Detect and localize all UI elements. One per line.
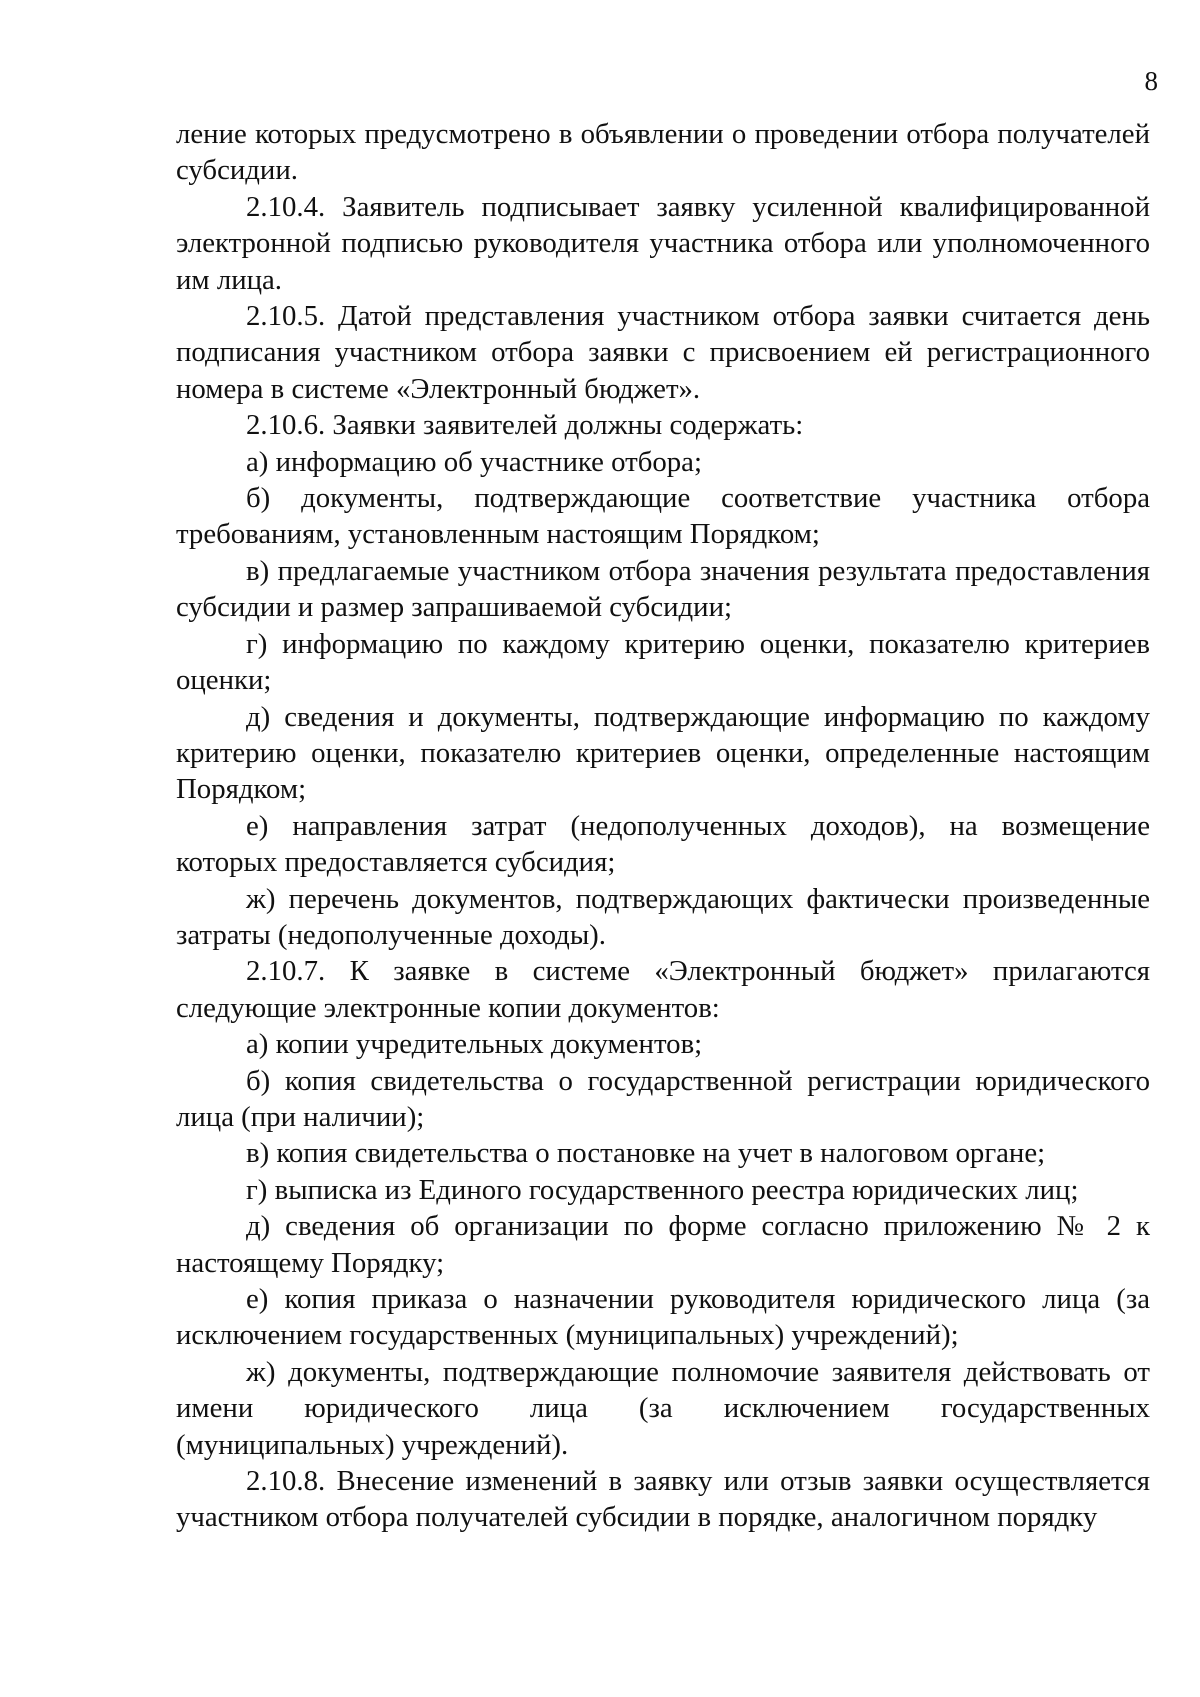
list-item: е) копия приказа о назначении руководителя юридического лица (за исключением государственных (муниципальных) учреждений); — [176, 1283, 1150, 1352]
paragraph: ление которых предусмотрено в объявлении о проведении отбора получателей субсидии. — [176, 118, 1150, 187]
list-item: в) копия свидетельства о постановке на учет в налоговом органе; — [246, 1137, 1046, 1170]
paragraph: 2.10.7. К заявке в системе «Электронный бюджет» прилагаются следующие электронные копии документов: — [176, 955, 1150, 1024]
document-body — [176, 116, 1150, 1536]
list-item: д) сведения и документы, подтверждающие информацию по каждому критерию оценки, показателю критериев оценки, определенные настоящим Порядком; — [176, 700, 1150, 806]
paragraph: 2.10.6. Заявки заявителей должны содержать: — [246, 409, 804, 442]
paragraph: 2.10.8. Внесение изменений в заявку или отзыв заявки осуществляется участником отбора получателей субсидии в порядке, аналогичном порядку — [176, 1465, 1150, 1534]
paragraph: 2.10.4. Заявитель подписывает заявку усиленной квалифицированной электронной подписью руководителя участника отбора или уполномоченного им лица. — [176, 190, 1150, 296]
list-item: д) сведения об организации по форме согласно приложению № 2 к настоящему Порядку; — [176, 1210, 1150, 1279]
list-item: а) копии учредительных документов; — [246, 1028, 703, 1061]
list-item: б) копия свидетельства о государственной регистрации юридического лица (при наличии); — [176, 1064, 1150, 1133]
list-item: ж) перечень документов, подтверждающих фактически произведенные затраты (недополученные доходы). — [176, 882, 1150, 951]
list-item: г) выписка из Единого государственного реестра юридических лиц; — [246, 1173, 1079, 1206]
list-item: г) информацию по каждому критерию оценки, показателю критериев оценки; — [176, 627, 1150, 697]
page-number: 8 — [1144, 66, 1158, 96]
list-item: е) направления затрат (недополученных доходов), на возмещение которых предоставляется субсидия; — [176, 809, 1150, 879]
list-item: б) документы, подтверждающие соответствие участника отбора требованиям, установленным настоящим Порядком; — [176, 482, 1150, 551]
list-item: в) предлагаемые участником отбора значения результата предоставления субсидии и размер запрашиваемой субсидии; — [176, 554, 1150, 624]
list-item: ж) документы, подтверждающие полномочие заявителя действовать от имени юридического лица (за исключением государственных (муниципальных) учреждений). — [176, 1355, 1150, 1461]
paragraph: 2.10.5. Датой представления участником отбора заявки считается день подписания участником отбора заявки с присвоением ей регистрационного номера в системе «Электронный бюджет». — [176, 300, 1150, 405]
list-item: а) информацию об участнике отбора; — [246, 445, 702, 478]
